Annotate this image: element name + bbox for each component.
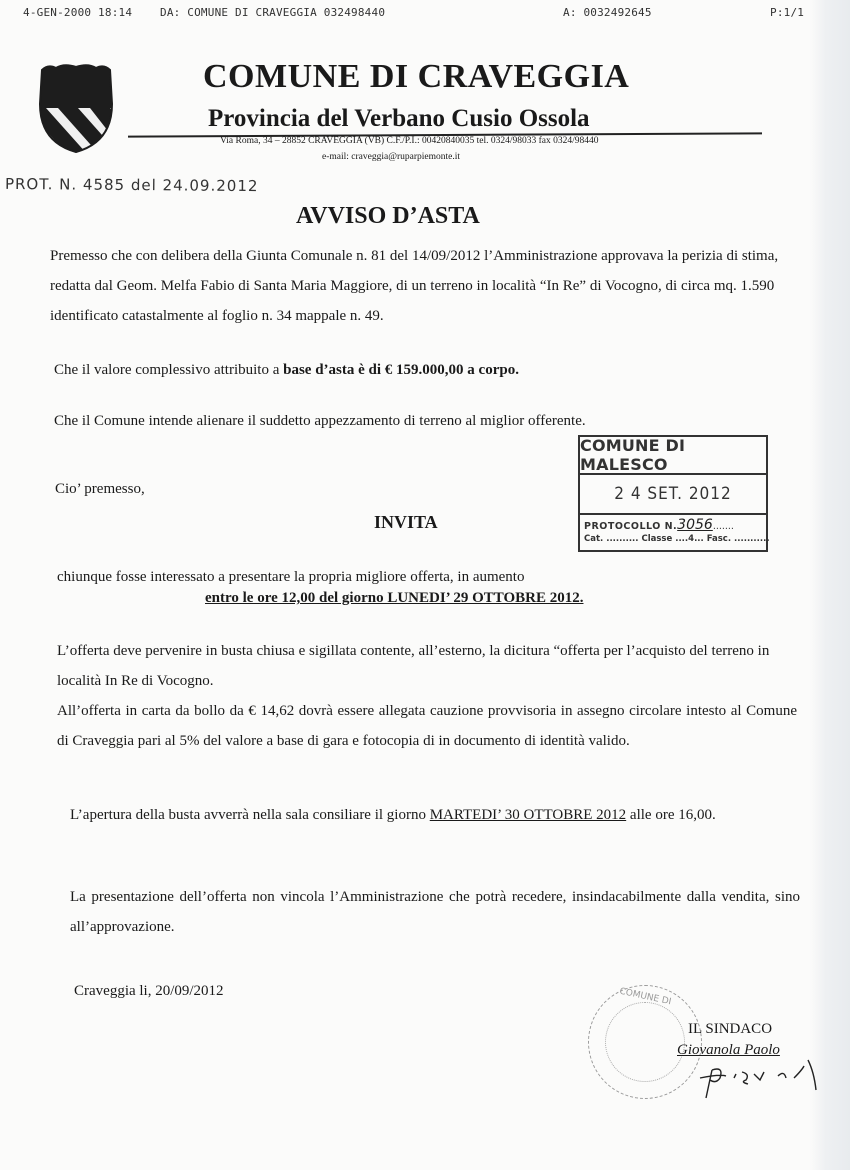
fax-page-count: P:1/1 — [770, 6, 805, 19]
stamp-office: COMUNE DI MALESCO — [580, 437, 766, 475]
stamp-classification-row — [580, 534, 770, 544]
stamp-classe-value: 4 — [688, 534, 695, 544]
org-address: Via Roma, 34 – 28852 CRAVEGGIA (VB) C.F./P.I.: 00420840035 tel. 0324/98033 fax 0324/98440 — [220, 136, 599, 146]
stamp-date: 2 4 SET. 2012 — [580, 475, 766, 515]
seal-text: COMUNE DI — [618, 986, 673, 1008]
fax-header — [0, 6, 850, 22]
fax-sender: DA: COMUNE DI CRAVEGGIA 032498440 — [160, 6, 386, 19]
signer-name: Giovanola Paolo — [677, 1042, 780, 1058]
paragraph-opening — [70, 800, 800, 830]
paragraph-premise-text: Premesso che con delibera della Giunta Comunale n. 81 del 14/09/2012 l’Amministrazione approvava la perizia di stima, redatta dal Geom. Melfa Fabio di Santa Maria Maggiore, di un terreno in località “In Re” di Vocogno, di circa mq. 1.590 identificato catastalmente al foglio n. 34 mappale n. 49. — [50, 248, 779, 324]
base-price-value: base d’asta è di € 159.000,00 a corpo. — [283, 362, 519, 378]
disclaimer-text: La presentazione dell’offerta non vincola l’Amministrazione che potrà recedere, insindacabilmente dalla vendita, sino all’approvazione. — [70, 889, 800, 935]
base-price-prefix: Che il valore complessivo attribuito a — [54, 362, 284, 378]
paragraph-submission — [57, 636, 797, 756]
fax-date-time: 4-GEN-2000 18:14 — [23, 6, 133, 19]
submission-text: L’offerta deve pervenire in busta chiusa e sigillata contente, all’esterno, la dicitura “offerta per l’acquisto del terreno in località In Re di Vocogno. — [57, 643, 770, 689]
org-name: COMUNE DI CRAVEGGIA — [203, 58, 630, 95]
stamp-cat-label: Cat. .......... — [584, 534, 639, 544]
seal-inner-ring — [605, 1002, 685, 1082]
paragraph-premise — [50, 241, 790, 331]
invitation-text: chiunque fosse interessato a presentare la propria migliore offerta, in aumento — [57, 569, 525, 585]
deposit-text: All’offerta in carta da bollo da € 14,62 dovrà essere allegata cauzione provvisoria in assegno circolare intesto al Comune di Craveggia pari al 5% del valore a base di gara e fotocopia di in documento di identità valido. — [57, 703, 797, 749]
opening-date: MARTEDI’ 30 OTTOBRE 2012 — [429, 807, 627, 823]
paragraph-base-price — [54, 355, 794, 385]
invita-heading: INVITA — [374, 512, 438, 532]
org-province: Provincia del Verbano Cusio Ossola — [208, 105, 590, 132]
stamp-protocol-number: 3056 — [677, 517, 713, 533]
paragraph-intent-text: Che il Comune intende alienare il suddetto appezzamento di terreno al miglior offerente. — [54, 413, 586, 429]
coat-of-arms-icon — [36, 64, 116, 154]
paragraph-intent — [54, 406, 794, 436]
premise-closing-text: Cio’ premesso, — [55, 481, 145, 497]
opening-prefix: L’apertura della busta avverrà nella sala consiliare il giorno — [70, 807, 430, 823]
handwritten-protocol-note: PROT. N. 4585 del 24.09.2012 — [4, 174, 259, 196]
fax-recipient: A: 0032492645 — [563, 6, 652, 19]
handwritten-signature-icon — [690, 1040, 820, 1100]
stamp-protocol-row: PROTOCOLLO N.3056....... — [584, 517, 734, 533]
deadline-text: entro le ore 12,00 del giorno LUNEDI’ 29 OTTOBRE 2012. — [205, 590, 584, 606]
opening-suffix: alle ore 16,00. — [626, 807, 716, 823]
document-title: AVVISO D’ASTA — [296, 203, 480, 229]
scan-edge — [810, 0, 850, 1170]
paragraph-invitation — [57, 562, 797, 592]
stamp-classe-label: Classe .... — [641, 534, 689, 544]
signer-title: IL SINDACO — [688, 1021, 773, 1037]
receipt-stamp — [578, 435, 768, 552]
stamp-fasc-label: ... Fasc. ........... — [694, 534, 770, 544]
paragraph-disclaimer — [70, 882, 800, 942]
stamp-protocol-label: PROTOCOLLO N. — [584, 521, 678, 532]
org-email: e-mail: craveggia@ruparpiemonte.it — [322, 152, 460, 162]
place-and-date: Craveggia li, 20/09/2012 — [74, 983, 224, 999]
